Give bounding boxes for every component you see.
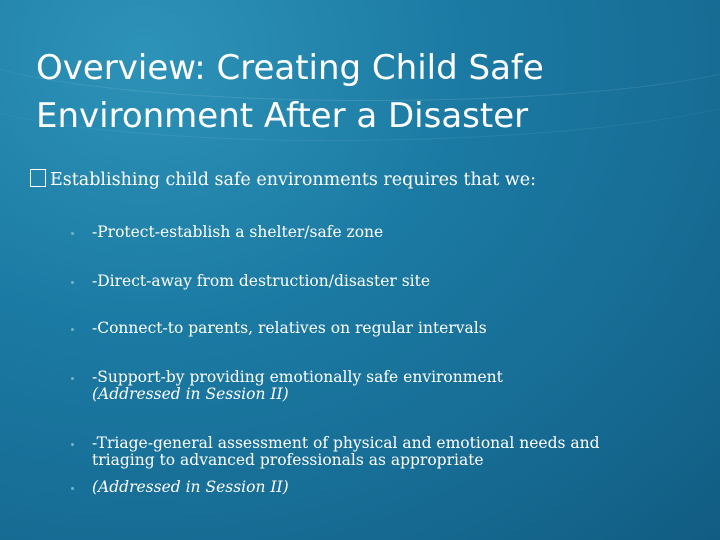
list-item-note-session — [80, 479, 670, 496]
list-item-text: -Support-by providing emotionally safe environment — [92, 368, 503, 386]
bullet-dot-icon — [71, 281, 74, 284]
bullet-dot-icon — [71, 232, 74, 235]
bullet-dot-icon — [71, 443, 74, 446]
title-line-2: Environment After a Disaster — [36, 96, 529, 136]
list-item-protect — [80, 224, 670, 241]
list-item-text: -Protect-establish a shelter/safe zone — [92, 223, 384, 241]
bullet-dot-icon — [71, 328, 74, 331]
list-item-text: (Addressed in Session II) — [92, 478, 289, 496]
title-line-1: Overview: Creating Child Safe — [36, 48, 544, 88]
list-item-note: (Addressed in Session II) — [92, 385, 289, 403]
list-item-connect — [80, 320, 670, 337]
lead-bullet — [30, 169, 690, 190]
list-item-text: -Triage-general assessment of physical and emotional needs and — [92, 434, 600, 452]
list-item-support — [80, 369, 670, 403]
bullet-dot-icon — [71, 487, 74, 490]
list-item-text: -Direct-away from destruction/disaster site — [92, 272, 431, 290]
bullet-box-icon — [30, 169, 46, 187]
bullet-dot-icon — [71, 377, 74, 380]
list-item-triage — [80, 435, 670, 469]
list-item-text-continued: triaging to advanced professionals as appropriate — [92, 451, 484, 469]
list-item-direct — [80, 273, 670, 290]
lead-text: Establishing child safe environments requires that we: — [50, 170, 537, 190]
list-item-text: -Connect-to parents, relatives on regular intervals — [92, 319, 487, 337]
slide-title — [36, 44, 696, 140]
